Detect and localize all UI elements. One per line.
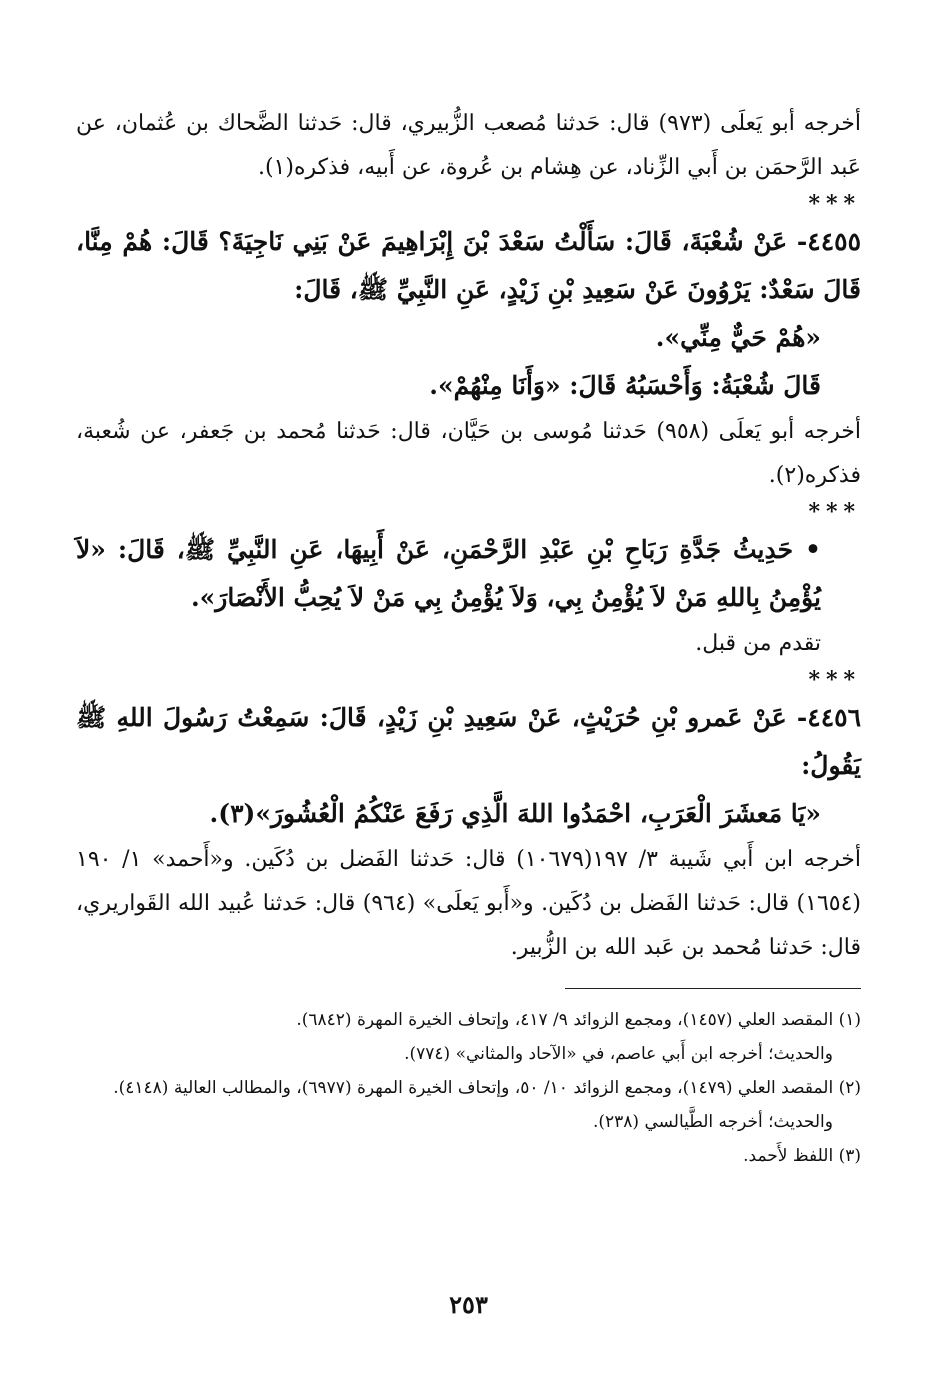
source-paragraph: أخرجه ابن أَبي شَيبة ٣/ ١٩٧(١٠٦٧٩) قال: حَدثنا الفَضل بن دُكَين. و«أَحمد» ١/ ١٩٠ (١٦٥٤) قال: حَدثنا الفَضل بن دُكَين. و«أَبو يَعلَى» (٩٦٤) قال: حَدثنا عُبيد الله القَواريري، قال: حَدثنا مُحمد بن عَبد الله بن الزُّبير. — [76, 847, 862, 960]
footnote: (٢) المقصد العلي (١٤٧٩)، ومجمع الزوائد ١٠/ ٥٠، وإتحاف الخيرة المهرة (٦٩٧٧)، والمطالب العالية (٤١٤٨). — [113, 1078, 861, 1098]
source-paragraph: أخرجه أبو يَعلَى (٩٥٨) حَدثنا مُوسى بن حَيَّان، قال: حَدثنا مُحمد بن جَعفر، عن شُعبة، فذكره(٢). — [76, 419, 862, 488]
source-paragraph: أخرجه أبو يَعلَى (٩٧٣) قال: حَدثنا مُصعب الزُّبيري، قال: حَدثنا الضَّحاك بن عُثمان، عن عَبد الرَّحمَن بن أَبي الزِّناد، عن هِشام بن عُروة، عن أَبيه، فذكره(١). — [76, 111, 862, 180]
section-separator: *** — [808, 191, 861, 217]
source-paragraph: تقدم من قبل. — [695, 631, 821, 656]
footnote: (١) المقصد العلي (١٤٥٧)، ومجمع الزوائد ٩/ ٤١٧، وإتحاف الخيرة المهرة (٦٨٤٢). — [296, 1010, 861, 1030]
hadith-paragraph: «يَا مَعشَرَ الْعَرَبِ، احْمَدُوا اللهَ الَّذِي رَفَعَ عَنْكُمُ الْعُشُورَ»(٣). — [209, 799, 821, 828]
section-separator: *** — [808, 667, 861, 693]
section-separator: *** — [808, 499, 861, 525]
hadith-paragraph: • حَدِيثُ جَدَّةِ رَبَاحِ بْنِ عَبْدِ الرَّحْمَنِ، عَنْ أَبِيهَا، عَنِ النَّبِيِّ ﷺ، قَالَ: «لاَ يُؤْمِنُ بِاللهِ مَنْ لاَ يُؤْمِنُ بِي، وَلاَ يُؤْمِنُ بِي مَنْ لاَ يُحِبُّ الأَنْصَارَ». — [76, 535, 821, 612]
footnote-separator — [565, 988, 861, 989]
main-text — [76, 102, 861, 970]
footnote: (٣) اللفظ لأَحمد. — [743, 1146, 861, 1166]
footnotes — [76, 1003, 861, 1173]
hadith-paragraph: قَالَ شُعْبَةُ: وَأَحْسَبُهُ قَالَ: «وَأَنَا مِنْهُمْ». — [429, 371, 821, 400]
footnote: والحديث؛ أخرجه الطَّيالسي (٢٣٨). — [592, 1112, 833, 1132]
hadith-paragraph: «هُمْ حَيٌّ مِنِّي». — [655, 323, 821, 352]
page-number: ٢٥٣ — [449, 1290, 488, 1319]
hadith-paragraph: ٤٤٥٦- عَنْ عَمرو بْنِ حُرَيْثٍ، عَنْ سَعِيدِ بْنِ زَيْدٍ، قَالَ: سَمِعْتُ رَسُولَ اللهِ ﷺ يَقُولُ: — [76, 703, 861, 780]
footnote: والحديث؛ أخرجه ابن أَبي عاصم، في «الآحاد والمثاني» (٧٧٤). — [404, 1044, 833, 1064]
hadith-paragraph: ٤٤٥٥- عَنْ شُعْبَةَ، قَالَ: سَأَلْتُ سَعْدَ بْنَ إِبْرَاهِيمَ عَنْ بَنِي نَاجِيَةَ؟ قَالَ: هُمْ مِنَّا، قَالَ سَعْدٌ: يَرْوُونَ عَنْ سَعِيدِ بْنِ زَيْدٍ، عَنِ النَّبِيِّ ﷺ، قَالَ: — [76, 227, 861, 304]
